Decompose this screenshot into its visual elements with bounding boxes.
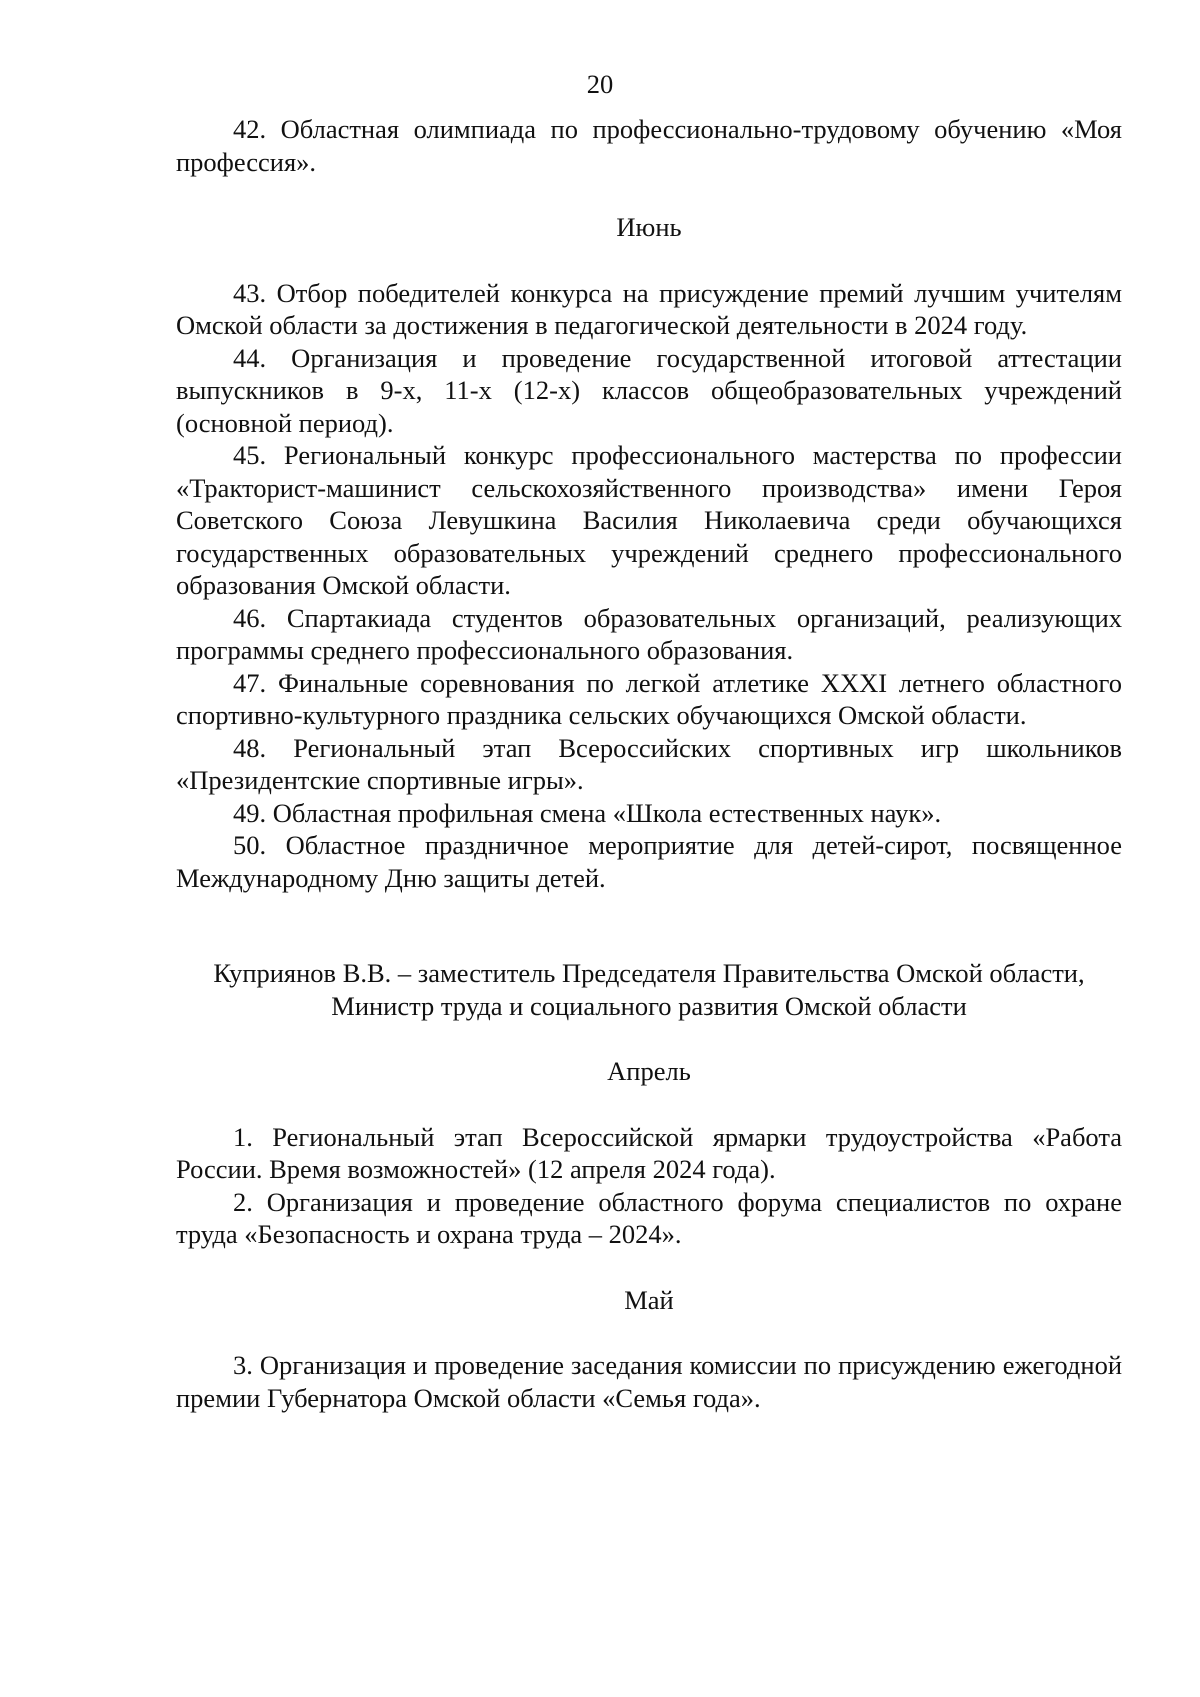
spacer [176, 1088, 1122, 1121]
list-item-47: 47. Финальные соревнования по легкой атлетике XXXI летнего областного спортивно-культурного праздника сельских обучающихся Омской области. [176, 667, 1122, 730]
spacer [176, 1251, 1122, 1284]
list-item-50: 50. Областное праздничное мероприятие для детей-сирот, посвященное Международному Дню защиты детей. [176, 830, 1122, 893]
signer-line-1: Куприянов В.В. – заместитель Председателя Правительства Омской области, [213, 958, 1085, 988]
document-body [176, 113, 1122, 1414]
month-heading-june: Июнь [616, 212, 682, 242]
spacer [176, 1022, 1122, 1055]
list-item-48: 48. Региональный этап Всероссийских спортивных игр школьников «Президентские спортивные игры». [176, 732, 1122, 795]
spacer [176, 178, 1122, 211]
list-item-45: 45. Региональный конкурс профессионального мастерства по профессии «Тракторист-машинист сельскохозяйственного производства» имени Героя Советского Союза Левушкина Василия Николаевича среди обучающихся государственных образовательных учреждений среднего профессионального образования Омской области. [176, 440, 1122, 600]
list-item-46: 46. Спартакиада студентов образовательных организаций, реализующих программы среднего профессионального образования. [176, 602, 1122, 665]
list-item-42: 42. Областная олимпиада по профессионально-трудовому обучению «Моя профессия». [176, 114, 1122, 177]
spacer [176, 244, 1122, 277]
list-item-3: 3. Организация и проведение заседания комиссии по присуждению ежегодной премии Губернатора Омской области «Семья года». [176, 1350, 1122, 1413]
month-heading-april: Апрель [607, 1056, 691, 1086]
list-item-49: 49. Областная профильная смена «Школа естественных наук». [233, 797, 942, 828]
spacer [176, 1316, 1122, 1349]
list-item-1: 1. Региональный этап Всероссийской ярмарки трудоустройства «Работа России. Время возможностей» (12 апреля 2024 года). [176, 1121, 1122, 1184]
list-item-44: 44. Организация и проведение государственной итоговой аттестации выпускников в 9-х, 11-х (12-х) классов общеобразовательных учреждений (основной период). [176, 342, 1122, 438]
page-number: 20 [586, 69, 614, 99]
month-heading-may: Май [624, 1284, 674, 1315]
signer-line-2: Министр труда и социального развития Омской области [331, 990, 967, 1021]
list-item-43: 43. Отбор победителей конкурса на присуждение премий лучшим учителям Омской области за достижения в педагогической деятельности в 2024 году. [176, 277, 1122, 340]
spacer [176, 894, 1122, 957]
list-item-2: 2. Организация и проведение областного форума специалистов по охране труда «Безопасность и охрана труда – 2024». [176, 1186, 1122, 1249]
